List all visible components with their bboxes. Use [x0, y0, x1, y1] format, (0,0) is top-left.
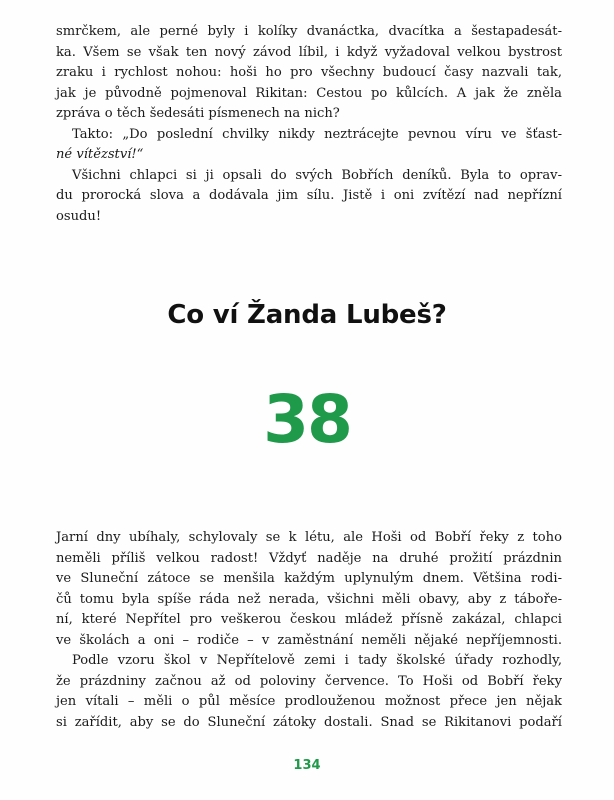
previous-chapter-text: [56, 22, 562, 227]
text-line: Podle vzoru škol v Nepřítelově zemi i tady školské úřady rozhodly,: [72, 653, 562, 668]
text-line: jen vítali – měli o půl měsíce prodlouženou možnost přece jen nějak: [56, 694, 562, 709]
page-number: 134: [293, 758, 321, 773]
text-line: neměli příliš velkou radost! Vždyť naděje na druhé prožití prázdnin: [56, 550, 562, 566]
text-line: né vítězství!“: [56, 147, 144, 162]
text-line: du prorocká slova a dodávala jim sílu. Jistě i oni zvítězí nad nepřízní: [56, 188, 562, 203]
text-line: že prázdniny začnou až od poloviny července. To Hoši od Bobří řeky: [56, 673, 562, 689]
text-line: smrčkem, ale perné byly i kolíky dvanáctka, dvacítka a šestapadesát-: [56, 24, 562, 39]
text-line: ní, které Nepřítel pro veškerou českou mládež přísně zakázal, chlapci: [56, 612, 562, 627]
text-line: zraku i rychlost nohou: hoši ho pro všechny budoucí časy nazvali tak,: [56, 65, 562, 80]
chapter-text: [56, 528, 562, 733]
paragraph-3: [56, 166, 562, 228]
paragraph-2: [56, 125, 562, 166]
text-line: ve školách a oni – rodiče – v zaměstnání neměli nějaké nepříjemnosti.: [56, 632, 562, 648]
chapter-title: Co ví Žanda Lubeš?: [167, 300, 447, 330]
text-line: čů tomu byla spíše ráda než nerada, všichni měli obavy, aby z táboře-: [56, 591, 562, 607]
text-line: Jarní dny ubíhaly, schylovaly se k létu, ale Hoši od Bobří řeky z toho: [56, 530, 562, 545]
text-line: Všichni chlapci si ji opsali do svých Bobřích deníků. Byla to oprav-: [72, 167, 562, 183]
text-line: zpráva o těch šedesáti písmenech na nich?: [56, 106, 340, 121]
text-line: osudu!: [56, 208, 102, 224]
paragraph-1: [56, 528, 562, 651]
paragraph-1: [56, 22, 562, 125]
text-line: Takto: „Do poslední chvilky nikdy neztrácejte pevnou víru ve šťast-: [72, 126, 562, 142]
text-line: ve Sluneční zátoce se menšila každým uplynulým dnem. Většina rodi-: [56, 571, 562, 586]
paragraph-2: [56, 651, 562, 733]
text-line: ka. Všem se však ten nový závod líbil, i když vyžadoval velkou bystrost: [56, 44, 562, 60]
text-line: jak je původně pojmenoval Rikitan: Cestou po kůlcích. A jak že zněla: [56, 85, 562, 101]
text-line: si zařídit, aby se do Sluneční zátoky dostali. Snad se Rikitanovi podaří: [56, 714, 562, 730]
chapter-number: 38: [263, 381, 351, 458]
